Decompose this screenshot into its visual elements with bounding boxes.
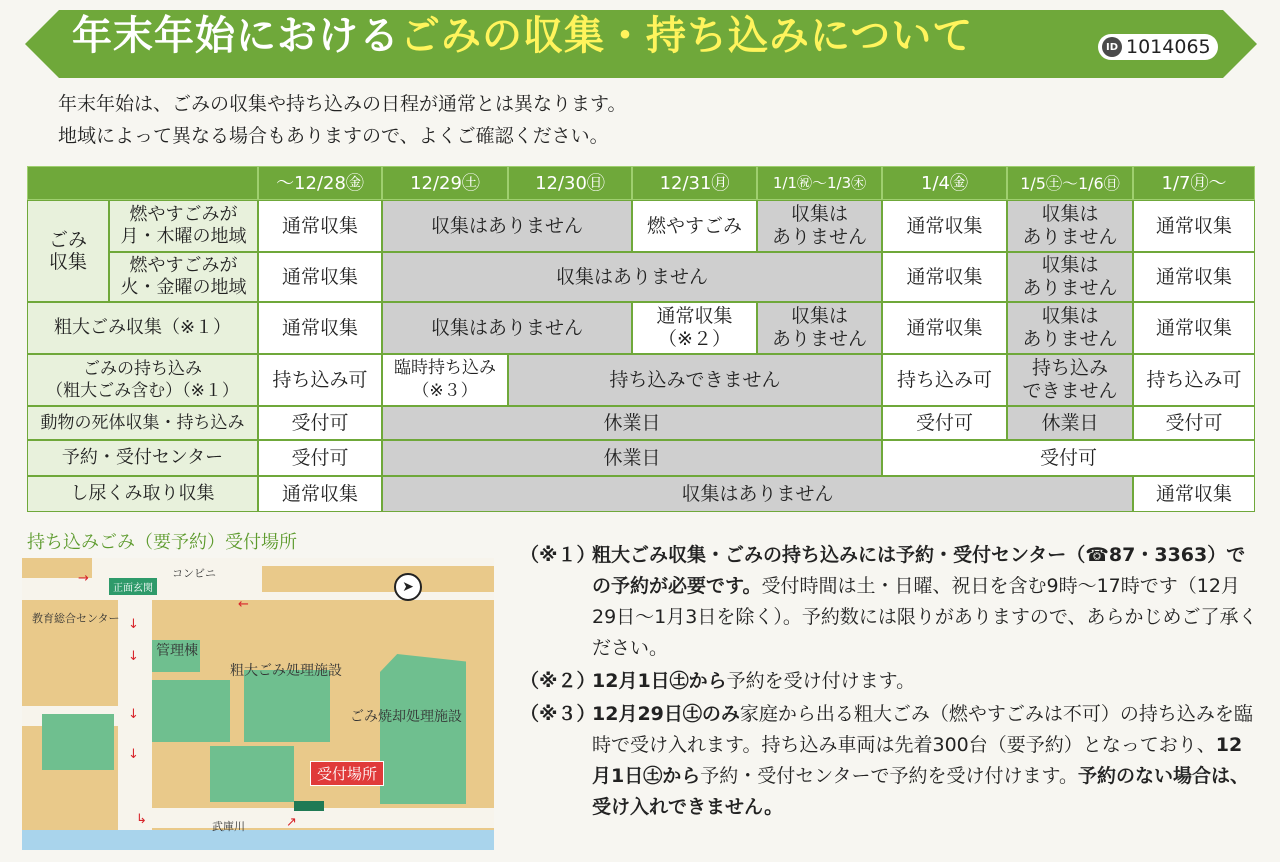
title-part1: 年末年始における: [72, 13, 400, 59]
building-small: [210, 746, 294, 802]
schedule-cell: 収集はありません: [382, 476, 1133, 512]
id-icon: ID: [1102, 37, 1122, 57]
schedule-cell: 持ち込み できません: [1007, 354, 1133, 406]
group-label-garbage: ごみ 収集: [27, 200, 109, 302]
row-label: 動物の死体収集・持ち込み: [27, 406, 258, 440]
schedule-cell: 受付可: [258, 440, 382, 476]
schedule-cell: 通常収集: [1133, 252, 1255, 302]
schedule-cell: 通常収集 （※２）: [632, 302, 757, 354]
note-mark: （※２）: [520, 670, 596, 692]
column-header: 1/1㊗～1/3㊍: [757, 166, 882, 200]
schedule-cell: 持ち込み可: [258, 354, 382, 406]
arrow-up-right-icon: ↗: [286, 815, 297, 830]
map-road: [118, 558, 152, 850]
entrance-label: 正面玄関: [109, 578, 157, 595]
schedule-cell: 受付可: [882, 440, 1255, 476]
note-text: 予約を受け付けます。: [726, 670, 916, 692]
schedule-cell: 持ち込み可: [882, 354, 1007, 406]
schedule-cell: 休業日: [382, 440, 882, 476]
note-mark: （※１）: [520, 544, 596, 566]
schedule-cell: 通常収集: [258, 252, 382, 302]
notes: [520, 540, 1260, 825]
column-header: 12/30㊐: [508, 166, 632, 200]
column-header: 12/29㊏: [382, 166, 508, 200]
map-road: [118, 808, 494, 828]
row-label: 燃やすごみが 月・木曜の地域: [109, 200, 258, 252]
schedule-cell: 休業日: [1007, 406, 1133, 440]
schedule-cell: 収集は ありません: [757, 200, 882, 252]
schedule-cell: 持ち込み可: [1133, 354, 1255, 406]
convenience-label: コンビニ: [172, 567, 216, 580]
river-label: 武庫川: [212, 820, 245, 833]
arrow-down-icon: ↓: [128, 707, 139, 722]
admin-building-label: 管理棟: [156, 643, 198, 659]
schedule-cell: 収集は ありません: [1007, 252, 1133, 302]
column-header: 1/5㊏～1/6㊐: [1007, 166, 1133, 200]
arrow-left-icon: ←: [238, 597, 249, 612]
schedule-cell: 収集は ありません: [1007, 302, 1133, 354]
building-admin-2: [152, 680, 230, 742]
schedule-cell: 燃やすごみ: [632, 200, 757, 252]
schedule-cell: 通常収集: [1133, 200, 1255, 252]
row-label: 粗大ごみ収集（※１）: [27, 302, 258, 354]
note-3: [520, 699, 1260, 823]
map-river: [22, 830, 494, 850]
note-bold: 12月1日㊏から: [592, 670, 727, 692]
arrow-right-icon: →: [78, 571, 89, 586]
reception-spot: [294, 801, 324, 811]
schedule-cell: 受付可: [882, 406, 1007, 440]
id-number: 1014065: [1126, 36, 1211, 58]
intro-text: [58, 88, 626, 152]
schedule-cell: 休業日: [382, 406, 882, 440]
oversized-facility-label: 粗大ごみ処理施設: [230, 663, 342, 679]
building-incinerator: [380, 654, 466, 804]
map-block: [262, 566, 494, 592]
row-label: 予約・受付センター: [27, 440, 258, 476]
row-label: 燃やすごみが 火・金曜の地域: [109, 252, 258, 302]
arrow-down-icon: ↓: [128, 617, 139, 632]
schedule-cell: 収集はありません: [382, 302, 632, 354]
column-header: ～12/28㊎: [258, 166, 382, 200]
note-2: [520, 666, 1260, 697]
arrow-down-icon: ↓: [128, 747, 139, 762]
arrow-down-icon: ↓: [128, 649, 139, 664]
schedule-cell: 収集は ありません: [757, 302, 882, 354]
facility-map: [22, 558, 494, 850]
note-text-2: 予約・受付センターで予約を受け付けます。: [700, 765, 1078, 787]
schedule-cell: 収集はありません: [382, 200, 632, 252]
note-bold: 粗大ごみ収集・ごみの持ち込みには予約・受付センター（☎87・3363）での予約が必要です。: [592, 544, 1246, 597]
schedule-cell: 収集は ありません: [1007, 200, 1133, 252]
note-1: [520, 540, 1260, 664]
note-bold-2: 12月1日㊏から: [592, 734, 1243, 787]
schedule-cell: 収集はありません: [382, 252, 882, 302]
schedule-cell: 臨時持ち込み （※３）: [382, 354, 508, 406]
intro-line-1: 年末年始は、ごみの収集や持ち込みの日程が通常とは異なります。: [58, 93, 627, 115]
schedule-cell: 受付可: [258, 406, 382, 440]
map-heading: 持ち込みごみ（要予約）受付場所: [27, 532, 297, 553]
reception-label: 受付場所: [310, 761, 384, 786]
column-header: 1/4㊎: [882, 166, 1007, 200]
schedule-table: [27, 166, 1255, 512]
note-bold: 12月29日㊏のみ: [592, 703, 740, 725]
schedule-cell: 通常収集: [882, 200, 1007, 252]
column-header: 1/7㊊～: [1133, 166, 1255, 200]
arrow-right-icon: ↳: [136, 812, 147, 827]
row-label: し尿くみ取り収集: [27, 476, 258, 512]
page-title: [72, 14, 973, 58]
note-bold-3: 予約のない場合は、受け入れできません。: [592, 765, 1249, 818]
schedule-cell: 持ち込みできません: [508, 354, 882, 406]
incineration-facility-label: ごみ焼却処理施設: [350, 709, 462, 725]
schedule-cell: 通常収集: [882, 252, 1007, 302]
id-badge: [1098, 34, 1218, 60]
building-oversized: [244, 670, 330, 742]
note-text: 受付時間は土・日曜、祝日を含む9時～17時です（12月29日～1月3日を除く）。予約数には限りがありますので、あらかじめご了承ください。: [592, 575, 1258, 659]
intro-line-2: 地域によって異なる場合もありますので、よくご確認ください。: [58, 125, 609, 147]
schedule-cell: 通常収集: [1133, 302, 1255, 354]
schedule-cell: 受付可: [1133, 406, 1255, 440]
note-text: 家庭から出る粗大ごみ（燃やすごみは不可）の持ち込みを臨時で受け入れます。持ち込み車両は先着300台（要予約）となっており、: [592, 703, 1253, 756]
note-mark: （※３）: [520, 703, 596, 725]
row-label: ごみの持ち込み （粗大ごみ含む）（※１）: [27, 354, 258, 406]
schedule-cell: 通常収集: [882, 302, 1007, 354]
building-education: [42, 714, 114, 770]
schedule-cell: 通常収集: [258, 200, 382, 252]
education-center-label: 教育総合センター: [32, 612, 120, 625]
north-arrow-icon: ➤: [394, 573, 422, 601]
schedule-cell: 通常収集: [1133, 476, 1255, 512]
header-corner: [27, 166, 258, 200]
schedule-cell: 通常収集: [258, 476, 382, 512]
column-header: 12/31㊊: [632, 166, 757, 200]
title-part2: ごみの収集・持ち込みについて: [400, 13, 974, 59]
schedule-cell: 通常収集: [258, 302, 382, 354]
